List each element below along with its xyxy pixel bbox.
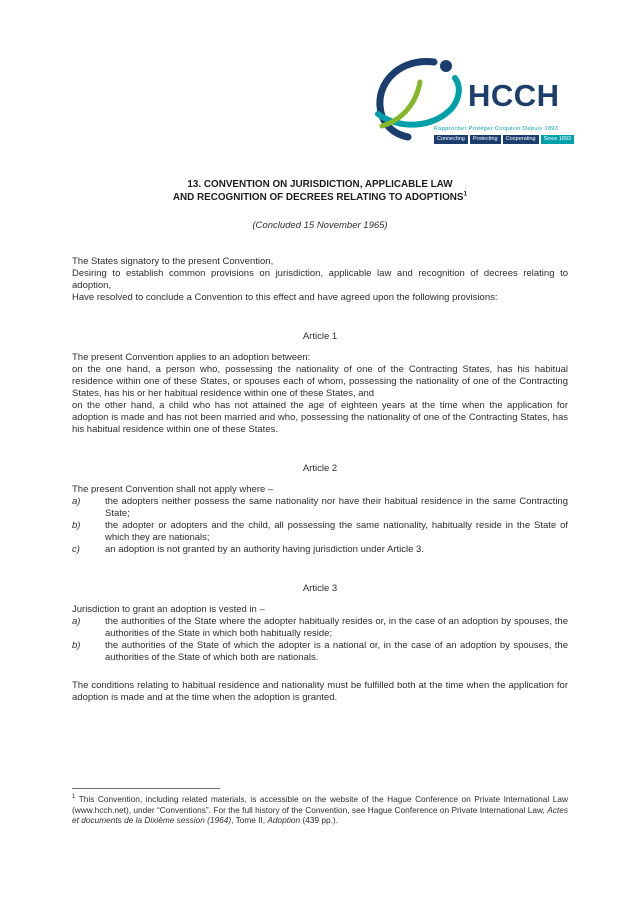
article-3-item <box>72 616 568 640</box>
article-1-heading: Article 1 <box>302 331 338 342</box>
item-label: a) <box>72 496 81 507</box>
footnote-text <box>72 794 568 826</box>
hcch-brand-text: HCCH <box>468 78 560 113</box>
article-2-heading: Article 2 <box>302 463 338 474</box>
footnote-part-italic: Adoption <box>267 815 301 826</box>
title-line-2: AND RECOGNITION OF DECREES RELATING TO ADOPTIONS$^1$ <box>172 190 468 203</box>
item-text: the adopters neither possess the same nationality nor have their habitual residence in the same Contracting State; <box>105 496 568 519</box>
article-2-item <box>72 496 568 520</box>
item-text: the adopter or adopters and the child, all possessing the same nationality, habitually reside in the State of which they are nationals; <box>105 520 568 543</box>
document-content <box>72 0 568 704</box>
article-2-intro: The present Convention shall not apply where – <box>72 484 274 495</box>
article-3-item <box>72 640 568 664</box>
article-2-body <box>72 484 568 556</box>
tagline-chip: Cooperating <box>503 135 539 144</box>
article-3-intro: Jurisdiction to grant an adoption is vested in – <box>72 604 265 615</box>
item-text: an adoption is not granted by an authority having jurisdiction under Article 3. <box>105 544 424 555</box>
preamble <box>72 256 568 304</box>
article-3-heading: Article 3 <box>302 583 338 594</box>
article-1-paragraph: The present Convention applies to an adoption between: <box>72 352 311 363</box>
document-subtitle: (Concluded 15 November 1965) <box>252 220 388 231</box>
title-footnote-ref: 1 <box>463 190 468 198</box>
preamble-paragraph: Have resolved to conclude a Convention to this effect and have agreed upon the following provisions: <box>72 292 498 303</box>
tagline-chip: Protecting <box>470 135 501 144</box>
article-3-closing-paragraph: The conditions relating to habitual residence and nationality must be fulfilled both at the time when the application for adoption is made and at the time when the adoption is granted. <box>72 680 568 703</box>
footnote <box>72 788 568 826</box>
title-line-1: 13. CONVENTION ON JURISDICTION, APPLICABLE LAW <box>187 179 453 190</box>
preamble-paragraph: The States signatory to the present Convention, <box>72 256 274 267</box>
footnote-marker: 1 <box>72 794 76 801</box>
footnote-part: (439 pp.). <box>300 815 338 826</box>
hcch-tagline-fr: Rapprocher Protéger Coopérer Depuis 1893 <box>434 126 559 132</box>
article-1-body <box>72 352 568 436</box>
article-3-body <box>72 604 568 704</box>
footnote-part: This Convention, including related materials, is accessible on the website of the Hague Conference on Private International Law (www.hcch.net), under “Conventions”. For the full history of the Convention, see Hague Conference on Private International Law, <box>72 794 568 815</box>
item-label: a) <box>72 616 81 627</box>
tagline-chip: Since 1893 <box>541 135 575 144</box>
article-1-paragraph: on the one hand, a person who, possessing the nationality of one of the Contracting States, has his habitual residence within one of these States, or spouses each of whom, possessing the nationality of one of the Contracting States, has his or her habitual residence within one of these States, and <box>72 364 568 399</box>
article-2-item <box>72 520 568 544</box>
article-1-paragraph: on the other hand, a child who has not attained the age of eighteen years at the time when the application for adoption is made and has not been married and who, possessing the nationality of one of the Contracting States, has his habitual residence within one of these States. <box>72 400 568 435</box>
tagline-chip: Connecting <box>434 135 468 144</box>
preamble-paragraph: Desiring to establish common provisions on jurisdiction, applicable law and recognition of decrees relating to adoption, <box>72 268 568 291</box>
document-title <box>72 178 568 204</box>
footnote-part: , Tome II, <box>231 815 268 826</box>
item-label: c) <box>72 544 80 555</box>
item-label: b) <box>72 520 81 531</box>
footnote-part-italic: Actes et documents de la Dixième session (1964) <box>72 804 568 826</box>
article-2-item <box>72 544 568 556</box>
item-text: the authorities of the State of which the adopter is a national or, in the case of an adoption by spouses, the authorities of the State of which both are nationals. <box>105 640 568 663</box>
item-label: b) <box>72 640 81 651</box>
footnote-divider <box>72 788 220 789</box>
item-text: the authorities of the State where the adopter habitually resides or, in the case of an adoption by spouses, the authorities of the State in which both habitually reside; <box>105 616 568 639</box>
